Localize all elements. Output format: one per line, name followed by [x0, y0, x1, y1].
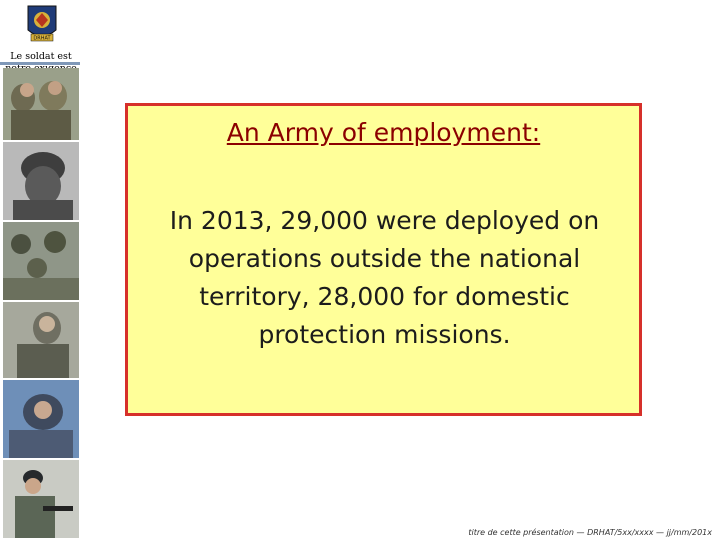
body-line-2: operations outside the national	[188, 244, 581, 273]
soldier-photo-1	[3, 68, 79, 140]
soldier-photo-2	[3, 142, 79, 220]
soldier-photo-6	[3, 460, 79, 538]
slide-footer: titre de cette présentation — DRHAT/5xx/xxxx — jj/mm/201x	[468, 528, 712, 537]
body-line-4: protection missions.	[258, 320, 511, 349]
soldier-photo-5	[3, 380, 79, 458]
soldier-photo-4	[3, 302, 79, 378]
content-box	[125, 103, 642, 416]
body-line-1: In 2013, 29,000 were deployed on	[169, 206, 600, 235]
slide-headline: An Army of employment:	[226, 118, 541, 147]
motto-line-1: Le soldat est	[10, 51, 72, 62]
motto-divider	[0, 62, 80, 65]
army-crest-logo	[26, 4, 58, 44]
logo-text: DRHAT	[33, 35, 51, 42]
soldier-photo-3	[3, 222, 79, 300]
sidebar	[0, 0, 80, 540]
body-line-3: territory, 28,000 for domestic	[199, 282, 570, 311]
slide-body	[136, 202, 633, 354]
